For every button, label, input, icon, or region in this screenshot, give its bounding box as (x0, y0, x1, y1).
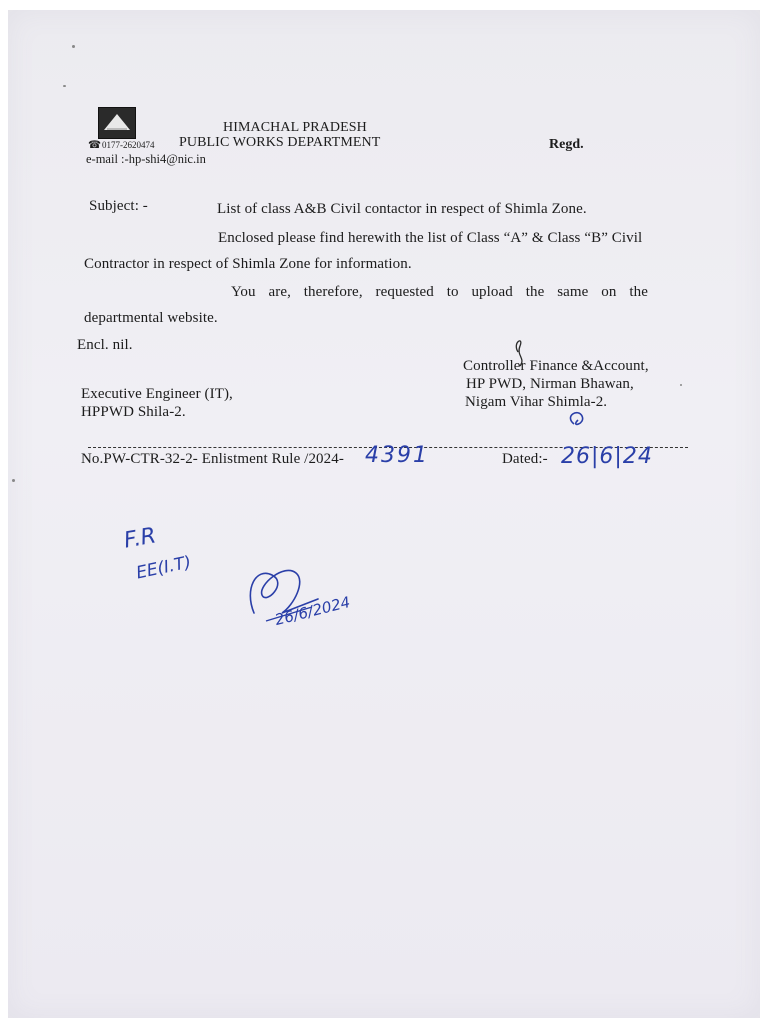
handwritten-note-line-1: F.R (122, 523, 159, 554)
recipient-line-2: HPPWD Shila-2. (81, 404, 186, 420)
body-paragraph-2-line-1: You are, therefore, requested to upload the same on the (231, 284, 648, 300)
sender-line-1: Controller Finance &Account, (463, 358, 649, 374)
handwritten-note-line-2: EE(I.T) (134, 552, 194, 584)
phone-number: 0177-2620474 (102, 140, 155, 150)
reference-number-handwritten: 4391 (365, 443, 429, 468)
department-name: PUBLIC WORKS DEPARTMENT (179, 135, 381, 150)
enclosure-note: Encl. nil. (77, 337, 133, 353)
reference-number: No.PW-CTR-32-2- Enlistment Rule /2024- (81, 451, 344, 467)
scan-speck (12, 479, 15, 482)
dated-handwritten: 26|6|24 (561, 444, 653, 469)
state-name: HIMACHAL PRADESH (223, 120, 367, 135)
email-address: e-mail :-hp-shi4@nic.in (86, 152, 206, 166)
body-paragraph-2-line-2: departmental website. (84, 310, 218, 326)
department-logo (98, 107, 136, 139)
subject-label: Subject: - (89, 198, 148, 214)
scan-speck (72, 45, 75, 48)
sender-line-3: Nigam Vihar Shimla-2. (465, 394, 608, 410)
signature-date-handwritten: 26/6/2024 (272, 592, 352, 630)
phone-icon: ☎ (88, 140, 102, 151)
controller-initial-signature (508, 332, 628, 432)
body-paragraph-1-line-2: Contractor in respect of Shimla Zone for information. (84, 256, 412, 272)
letter-page (8, 10, 760, 1018)
scan-speck (680, 384, 682, 386)
body-paragraph-1-line-1: Enclosed please find herewith the list of Class “A” & Class “B” Civil (218, 230, 643, 246)
scan-speck (63, 85, 66, 87)
recipient-line-1: Executive Engineer (IT), (81, 386, 233, 402)
subject-text: List of class A&B Civil contactor in respect of Shimla Zone. (217, 201, 587, 217)
sender-line-2: HP PWD, Nirman Bhawan, (466, 376, 634, 392)
dated-label: Dated:- (502, 451, 548, 467)
regd-mark: Regd. (549, 137, 584, 152)
